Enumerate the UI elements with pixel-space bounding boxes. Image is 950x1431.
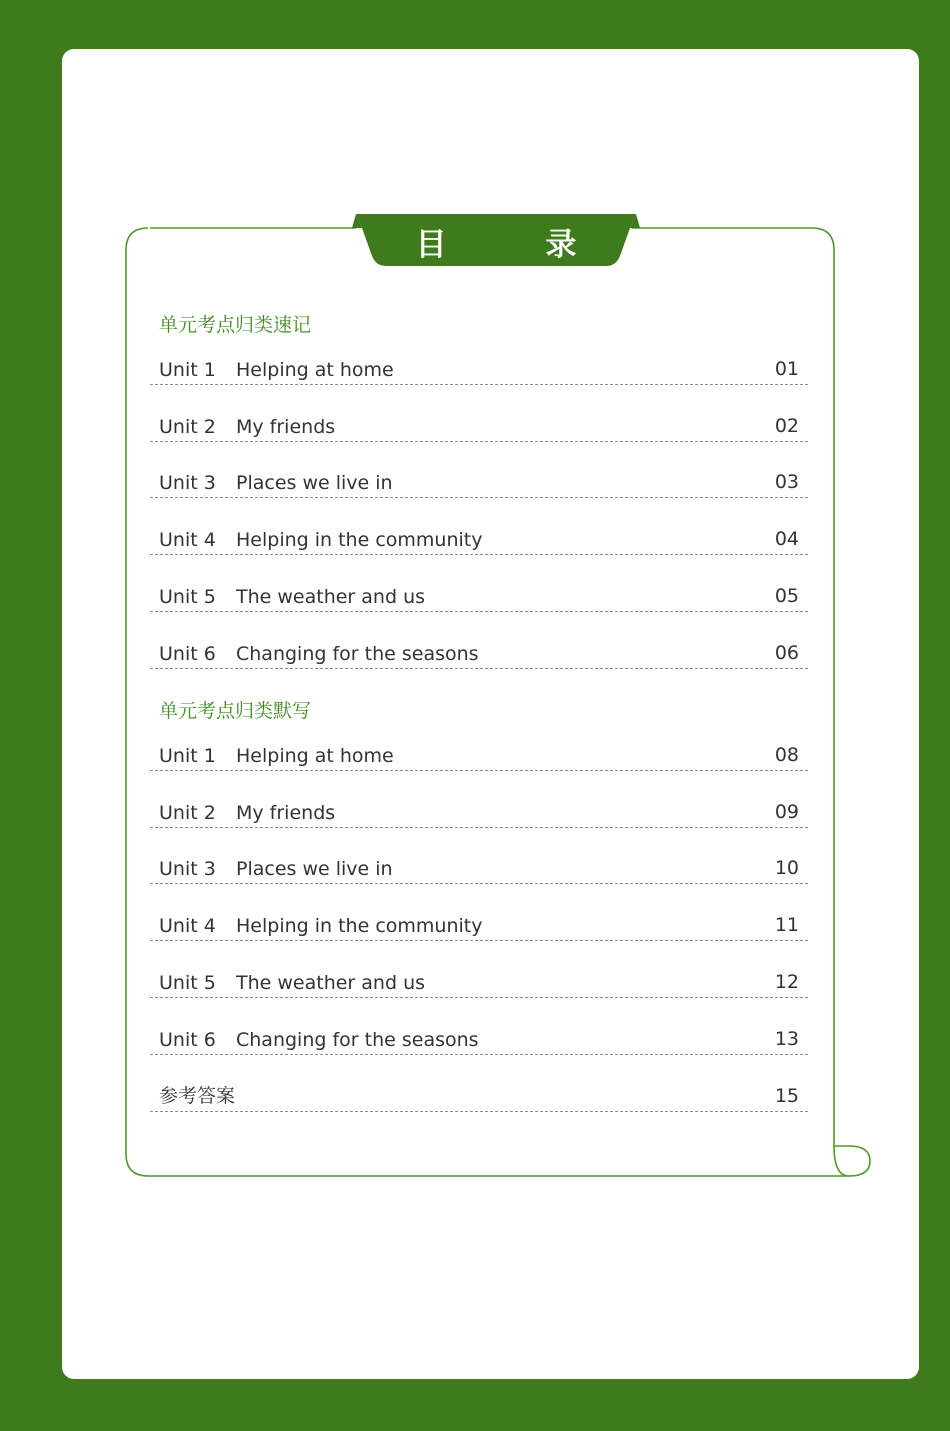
entry-title: Changing for the seasons [236, 1029, 479, 1051]
entry-page: 01 [774, 358, 799, 380]
entry-title: The weather and us [236, 972, 426, 994]
answers-label: 参考答案 [159, 1085, 236, 1107]
entry-page: 05 [774, 585, 799, 607]
toc-title: 目 录 [415, 226, 621, 263]
entry-unit: Unit 3 [159, 858, 216, 880]
section-heading-dictation: 单元考点归类默写 [159, 700, 312, 722]
toc-entry[interactable] [150, 797, 808, 828]
entry-unit: Unit 5 [159, 586, 216, 608]
entry-title: Helping at home [236, 359, 394, 381]
entry-title: Places we live in [236, 858, 393, 880]
entry-title: Places we live in [236, 472, 393, 494]
entry-unit: Unit 2 [159, 802, 216, 824]
entry-page: 02 [774, 415, 799, 437]
entry-unit: Unit 5 [159, 972, 216, 994]
entry-page: 04 [774, 528, 799, 550]
toc-entry[interactable] [150, 354, 808, 385]
entry-title: My friends [236, 416, 336, 438]
toc-entry[interactable] [150, 467, 808, 498]
toc-entry[interactable] [150, 967, 808, 998]
entry-page: 06 [774, 642, 799, 664]
entry-unit: Unit 4 [159, 915, 216, 937]
toc-entry[interactable] [150, 1024, 808, 1055]
toc-entry[interactable] [150, 910, 808, 941]
entry-title: Helping at home [236, 745, 394, 767]
entry-unit: Unit 2 [159, 416, 216, 438]
toc-entry[interactable] [150, 524, 808, 555]
section-heading-review: 单元考点归类速记 [159, 314, 312, 336]
entry-page: 11 [774, 914, 799, 936]
entry-unit: Unit 4 [159, 529, 216, 551]
entry-page: 12 [774, 971, 799, 993]
entry-unit: Unit 6 [159, 1029, 216, 1051]
entry-page: 10 [774, 857, 799, 879]
toc-entry[interactable] [150, 740, 808, 771]
entry-unit: Unit 6 [159, 643, 216, 665]
entry-unit: Unit 1 [159, 745, 216, 767]
toc-entry[interactable] [150, 411, 808, 442]
toc-entry[interactable] [150, 638, 808, 669]
entry-title: My friends [236, 802, 336, 824]
toc-entry[interactable] [150, 581, 808, 612]
entry-unit: Unit 3 [159, 472, 216, 494]
entry-page: 09 [774, 801, 799, 823]
entry-unit: Unit 1 [159, 359, 216, 381]
toc-entry[interactable] [150, 853, 808, 884]
entry-title: Helping in the community [236, 915, 483, 937]
entry-title: Helping in the community [236, 529, 483, 551]
toc-entry-answers[interactable] [150, 1081, 808, 1112]
entry-title: The weather and us [236, 586, 426, 608]
entry-page: 08 [774, 744, 799, 766]
entry-page: 03 [774, 471, 799, 493]
entry-page: 13 [774, 1028, 799, 1050]
entry-title: Changing for the seasons [236, 643, 479, 665]
entry-page: 15 [774, 1085, 799, 1107]
